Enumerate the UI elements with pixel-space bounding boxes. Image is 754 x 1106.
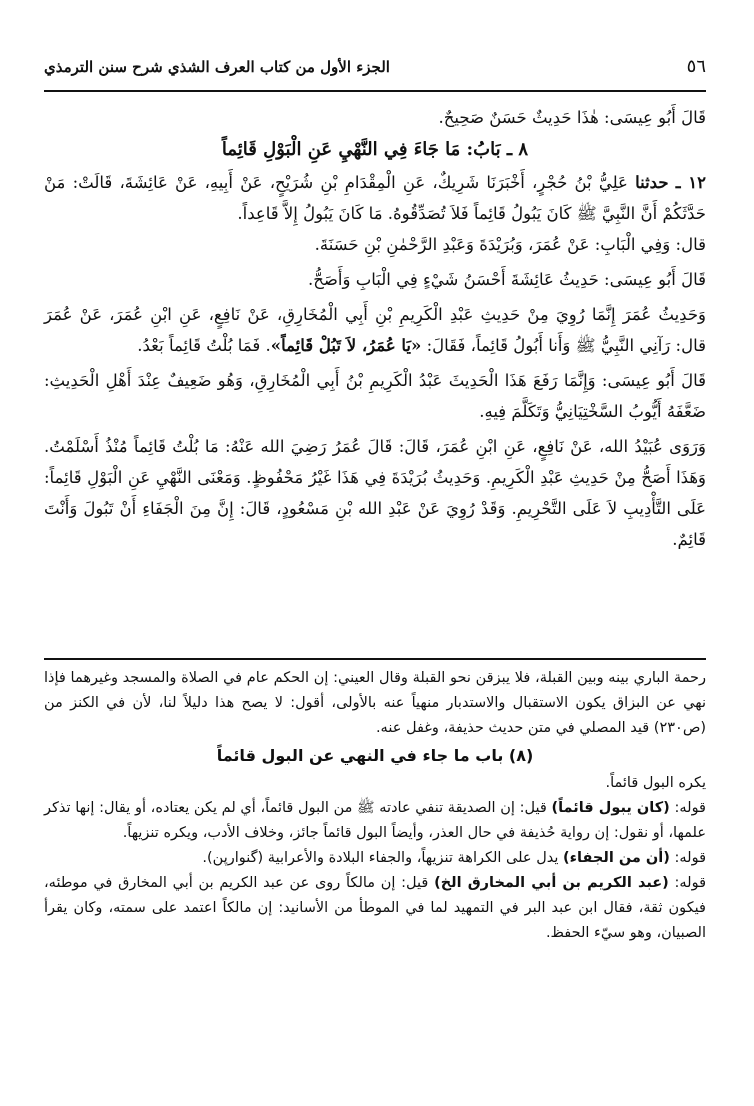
note-text: قيل: إن مالكاً روى عن عبد الكريم بن أبي المخارق في موطئه، فيكون ثقة، فقال ابن عبد البر في التمهيد لما في الموطأ من الأسانيد: إن مالكاً اعتمد على سمته، وكان يقرأ الصبيان، وهو سيّء الحفظ. — [44, 875, 706, 941]
commentary-chapter-title: (٨) باب ما جاء في النهي عن البول قائماً — [216, 746, 534, 765]
commentary-paragraph: رحمة الباري بينه وبين القبلة، فلا يبزقن نحو القبلة وقال العيني: إن الحكم عام في الصلاة والمسجد وغيرهما فإذا نهي عن البزاق يكون الاستقبال والاستدبار منهياً عنه بالأولى، أقول: لا يصح هذا دليلاً لنا، لأن في الكنز من (ص٢٣٠) قيد المصلي في متن حديث حذيفة، وغفل عنه. — [44, 670, 706, 736]
main-text — [44, 102, 706, 555]
commentary-note — [44, 871, 706, 946]
hadith-number: ١٢ ـ — [675, 173, 706, 192]
note-quote: (كان يبول قائماً) — [551, 800, 670, 816]
umar-hadith — [44, 299, 706, 361]
umar-hadith-quote: «يَا عُمَرُ، لاَ تَبُلْ قَائِماً» — [270, 336, 422, 355]
closing-paragraph: وَرَوَى عُبَيْدُ الله، عَنْ نَافِعٍ، عَنِ ابْنِ عُمَرَ، قَالَ: قَالَ عُمَرُ رَضِيَ الله عَنْهُ: مَا بُلْتُ قَائِماً مُنْذُ أَسْلَمْتُ. وَهَذَا أَصَحُّ مِنْ حَدِيثِ عَبْدِ الْكَرِيمِ. وَحَدِيثُ بُرَيْدَةَ فِي هَذَا غَيْرُ مَحْفُوظٍ. وَمَعْنَى النَّهْيِ عَنِ الْبَوْلِ قَائِماً: عَلَى التَّأْدِيبِ لاَ عَلَى التَّحْرِيمِ. وَقَدْ رُوِيَ عَنْ عَبْدِ الله بْنِ مَسْعُودٍ، قَالَ: إِنَّ مِنَ الْجَفَاءِ أَنْ تَبُولَ وَأَنْتَ قَائِمٌ. — [44, 437, 706, 549]
abu-isa-comment: قَالَ أَبُو عِيسَى: وَإِنَّمَا رَفَعَ هَذَا الْحَدِيثَ عَبْدُ الْكَرِيمِ بْنُ أَبِي الْمُخَارِقِ، وَهُو ضَعِيفٌ عِنْدَ أَهْلِ الْحَدِيثِ: ضَعَّفَهُ أَيُّوبُ السَّخْتِيَانِيُّ وَتَكَلَّمَ فِيهِ. — [44, 371, 706, 421]
commentary-note — [44, 846, 706, 871]
page-number: ٥٦ — [686, 56, 706, 77]
umar-hadith-text: وَحَدِيثُ عُمَرَ إِنَّمَا رُوِيَ مِنْ حَدِيثِ عَبْدِ الْكَرِيمِ بْنِ أَبِي الْمُخَارِقِ، عَنْ نَافِعٍ، عَنِ ابْنِ عُمَرَ، عَنْ عُمَرَ قال: رَآنِي النَّبِيُّ ﷺ وَأَنا أَبُولُ قَائِماً، فَقَالَ: — [44, 305, 706, 355]
note-lead: قوله: — [669, 850, 706, 866]
page-header — [44, 52, 706, 92]
commentary-note — [44, 796, 706, 846]
note-lead: قوله: — [668, 875, 706, 891]
umar-hadith-end: . فَمَا بُلْتُ قَائِماً بَعْدُ. — [137, 336, 271, 355]
commentary-intro: يكره البول قائماً. — [605, 775, 706, 791]
grading-statement: قَالَ أَبُو عِيسَى: هٰذَا حَدِيثٌ حَسَنٌ صَحِيحٌ. — [438, 108, 706, 127]
hadith-text: عَلِيُّ بْنُ حُجْرٍ، أَخْبَرَنَا شَرِيكٌ، عَنِ الْمِقْدَامِ بْنِ شُرَيْحٍ، عَنْ أَبِيهِ، عَنْ عَائِشَةَ، قَالَتْ: مَنْ حَدَّثَكُمْ أَنَّ النَّبِيَّ ﷺ كَانَ يَبُولُ قَائِماً فَلاَ تُصَدِّقُوهُ. مَا كَانَ يَبُولُ إِلاَّ قَاعِداً. — [44, 173, 706, 223]
narration-lead: حدثنا — [635, 173, 669, 192]
note-text: يدل على الكراهة تنزيهاً، والجفاء البلادة والأعرابية (گنوارپن). — [202, 850, 563, 866]
bab-note: قال: وَفِي الْبَابِ: عَنْ عُمَرَ، وَبُرَيْدَةَ وَعَبْدِ الرَّحْمٰنِ بْنِ حَسَنَةَ. — [314, 235, 706, 254]
hadith-paragraph — [44, 167, 706, 229]
note-text: قيل: إن الصديقة تنفي عادته ﷺ من البول قائماً، أي لم يكن يعتاده، أو يقال: إنها تذكر علمها، أو نقول: إن رواية حُذيفة في حال العذر، وأيضاً البول قائماً جائز، وخلاف الأدب، ويكره تنزيهاً. — [44, 800, 706, 841]
chapter-title: ٨ ـ بَابُ: مَا جَاءَ فِي النَّهْيِ عَنِ الْبَوْلِ قَائِماً — [221, 139, 529, 160]
note-quote: (عبد الكريم بن أبي المخارق الخ) — [434, 875, 669, 891]
running-title: الجزء الأول من كتاب العرف الشذي شرح سنن الترمذي — [44, 58, 390, 76]
note-lead: قوله: — [669, 800, 706, 816]
aisha-grading: قَالَ أَبُو عِيسَى: حَدِيثُ عَائِشَةَ أَحْسَنُ شَيْءٍ فِي الْبَابِ وَأَصَحُّ. — [308, 270, 706, 289]
note-quote: (أن من الجفاء) — [563, 850, 670, 866]
footnote-divider — [44, 658, 706, 660]
commentary — [44, 666, 706, 946]
